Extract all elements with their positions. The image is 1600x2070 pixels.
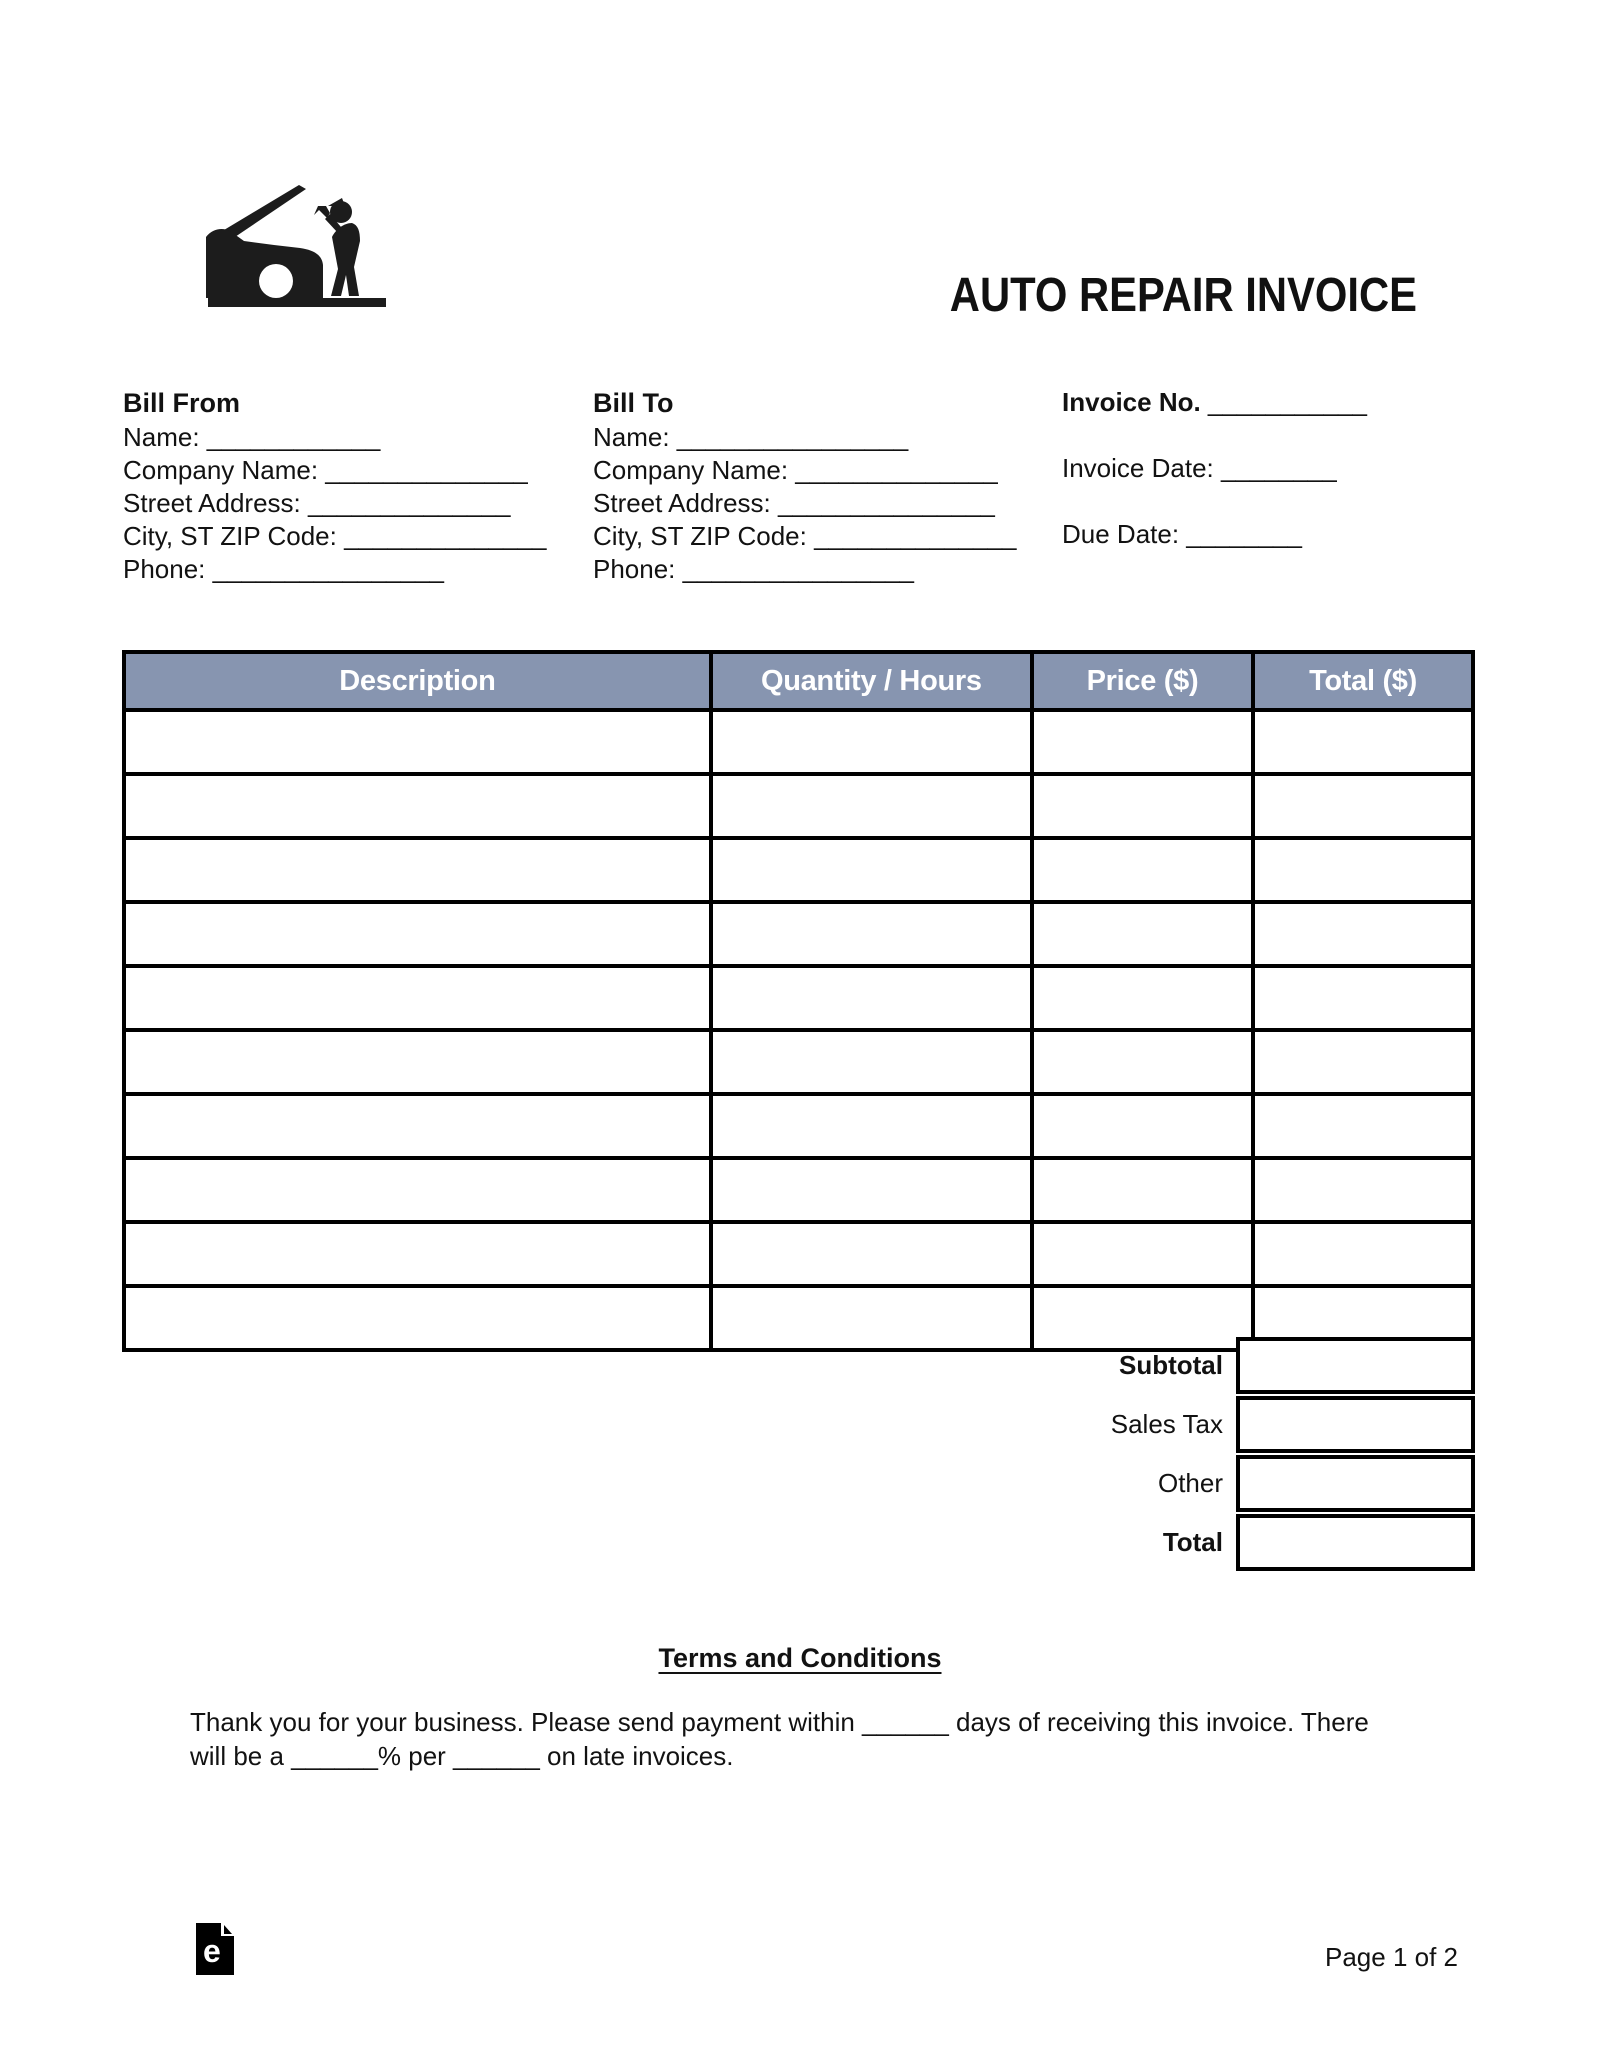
logo-ground-line bbox=[208, 298, 386, 307]
table-row bbox=[124, 966, 1473, 1030]
logo-open-hood bbox=[224, 185, 306, 239]
table-row bbox=[124, 1222, 1473, 1286]
total-label: Total bbox=[1162, 1527, 1223, 1557]
page-title: AUTO REPAIR INVOICE bbox=[949, 269, 1417, 322]
other-label: Other bbox=[1157, 1468, 1223, 1498]
table-cell bbox=[124, 1222, 711, 1286]
table-cell bbox=[1032, 1094, 1253, 1158]
table-cell bbox=[711, 1222, 1032, 1286]
table-cell bbox=[1032, 902, 1253, 966]
items-table-body bbox=[124, 710, 1473, 1350]
bill-to-heading: Bill To bbox=[593, 388, 674, 418]
bill-to-street-field: Street Address: _______________ bbox=[593, 488, 995, 518]
logo-letter: e bbox=[203, 1933, 221, 1969]
table-row bbox=[124, 838, 1473, 902]
bill-from-section bbox=[123, 386, 547, 586]
table-cell bbox=[711, 966, 1032, 1030]
logo-wrench bbox=[314, 206, 330, 218]
other-value-box bbox=[1236, 1455, 1475, 1512]
table-cell bbox=[711, 838, 1032, 902]
line-items-table bbox=[122, 650, 1475, 1352]
table-cell bbox=[124, 838, 711, 902]
column-header-quantity-hours: Quantity / Hours bbox=[711, 652, 1032, 710]
table-cell bbox=[124, 1286, 711, 1350]
table-cell bbox=[1253, 902, 1473, 966]
other-row bbox=[700, 1455, 1475, 1512]
table-cell bbox=[1032, 710, 1253, 774]
logo-mechanic-cap bbox=[328, 198, 345, 206]
table-cell bbox=[1253, 1030, 1473, 1094]
table-cell bbox=[124, 966, 711, 1030]
terms-heading: Terms and Conditions bbox=[658, 1643, 942, 1673]
table-cell bbox=[711, 902, 1032, 966]
table-cell bbox=[124, 1094, 711, 1158]
items-table-header bbox=[124, 652, 1473, 710]
terms-line-2: will be a ______% per ______ on late invoices. bbox=[190, 1741, 734, 1771]
bill-from-company-field: Company Name: ______________ bbox=[123, 455, 528, 485]
table-cell bbox=[1032, 774, 1253, 838]
table-cell bbox=[1253, 710, 1473, 774]
table-cell bbox=[1253, 966, 1473, 1030]
bill-from-phone-field: Phone: ________________ bbox=[123, 554, 444, 584]
mechanic-car-logo-icon bbox=[202, 185, 392, 310]
table-cell bbox=[711, 1158, 1032, 1222]
invoice-date-label: Invoice Date: bbox=[1062, 453, 1214, 483]
table-cell bbox=[1253, 1158, 1473, 1222]
table-cell bbox=[1253, 1094, 1473, 1158]
table-cell bbox=[124, 902, 711, 966]
bill-from-street-field: Street Address: ______________ bbox=[123, 488, 511, 518]
invoice-number-field bbox=[1062, 386, 1367, 452]
table-cell bbox=[124, 710, 711, 774]
invoice-date-field bbox=[1062, 452, 1367, 518]
table-cell bbox=[1253, 838, 1473, 902]
invoice-meta-section bbox=[1062, 386, 1367, 584]
subtotal-label: Subtotal bbox=[1119, 1350, 1223, 1380]
due-date-blank: ________ bbox=[1179, 519, 1302, 549]
subtotal-value-box bbox=[1236, 1337, 1475, 1394]
table-cell bbox=[711, 1030, 1032, 1094]
bill-from-heading: Bill From bbox=[123, 388, 241, 418]
subtotal-row bbox=[700, 1337, 1475, 1394]
logo-mechanic-body bbox=[331, 223, 360, 296]
terms-paragraph bbox=[190, 1705, 1470, 1773]
logo-folded-corner bbox=[224, 1925, 232, 1934]
table-cell bbox=[124, 774, 711, 838]
table-row bbox=[124, 710, 1473, 774]
invoice-date-blank: ________ bbox=[1213, 453, 1337, 483]
bill-to-name-field: Name: ________________ bbox=[593, 422, 909, 452]
sales-tax-label: Sales Tax bbox=[1110, 1409, 1223, 1439]
logo-wheel bbox=[259, 264, 293, 298]
bill-from-city-field: City, ST ZIP Code: ______________ bbox=[123, 521, 547, 551]
terms-heading-wrap bbox=[0, 1643, 1600, 1674]
table-cell bbox=[1032, 1222, 1253, 1286]
table-cell bbox=[711, 710, 1032, 774]
table-row bbox=[124, 1030, 1473, 1094]
table-row bbox=[124, 774, 1473, 838]
table-cell bbox=[1253, 774, 1473, 838]
table-cell bbox=[1032, 966, 1253, 1030]
bill-to-section bbox=[593, 386, 1017, 586]
table-cell bbox=[1253, 1222, 1473, 1286]
total-row bbox=[700, 1514, 1475, 1571]
table-cell bbox=[711, 774, 1032, 838]
page-number: Page 1 of 2 bbox=[1325, 1942, 1458, 1972]
table-row bbox=[124, 902, 1473, 966]
table-cell bbox=[124, 1158, 711, 1222]
sales-tax-row bbox=[700, 1396, 1475, 1453]
due-date-label: Due Date: bbox=[1062, 519, 1180, 549]
eforms-document-logo-icon bbox=[196, 1923, 234, 1975]
column-header-price: Price ($) bbox=[1032, 652, 1253, 710]
due-date-field bbox=[1062, 518, 1367, 584]
invoice-number-blank: ___________ bbox=[1200, 387, 1367, 417]
column-header-description: Description bbox=[124, 652, 711, 710]
table-cell bbox=[1032, 1030, 1253, 1094]
invoice-number-label: Invoice No. bbox=[1062, 387, 1201, 417]
table-row bbox=[124, 1158, 1473, 1222]
items-table-header-row bbox=[124, 652, 1473, 710]
bill-from-name-field: Name: ____________ bbox=[123, 422, 381, 452]
total-value-box bbox=[1236, 1514, 1475, 1571]
table-cell bbox=[124, 1030, 711, 1094]
table-cell bbox=[1032, 1158, 1253, 1222]
column-header-total: Total ($) bbox=[1253, 652, 1473, 710]
terms-line-1: Thank you for your business. Please send payment within ______ days of receiving this invoice. There bbox=[190, 1707, 1369, 1737]
table-row bbox=[124, 1094, 1473, 1158]
bill-to-city-field: City, ST ZIP Code: ______________ bbox=[593, 521, 1017, 551]
sales-tax-value-box bbox=[1236, 1396, 1475, 1453]
bill-to-phone-field: Phone: ________________ bbox=[593, 554, 914, 584]
totals-section bbox=[700, 1337, 1475, 1573]
table-cell bbox=[711, 1094, 1032, 1158]
bill-to-company-field: Company Name: ______________ bbox=[593, 455, 998, 485]
table-cell bbox=[1032, 838, 1253, 902]
